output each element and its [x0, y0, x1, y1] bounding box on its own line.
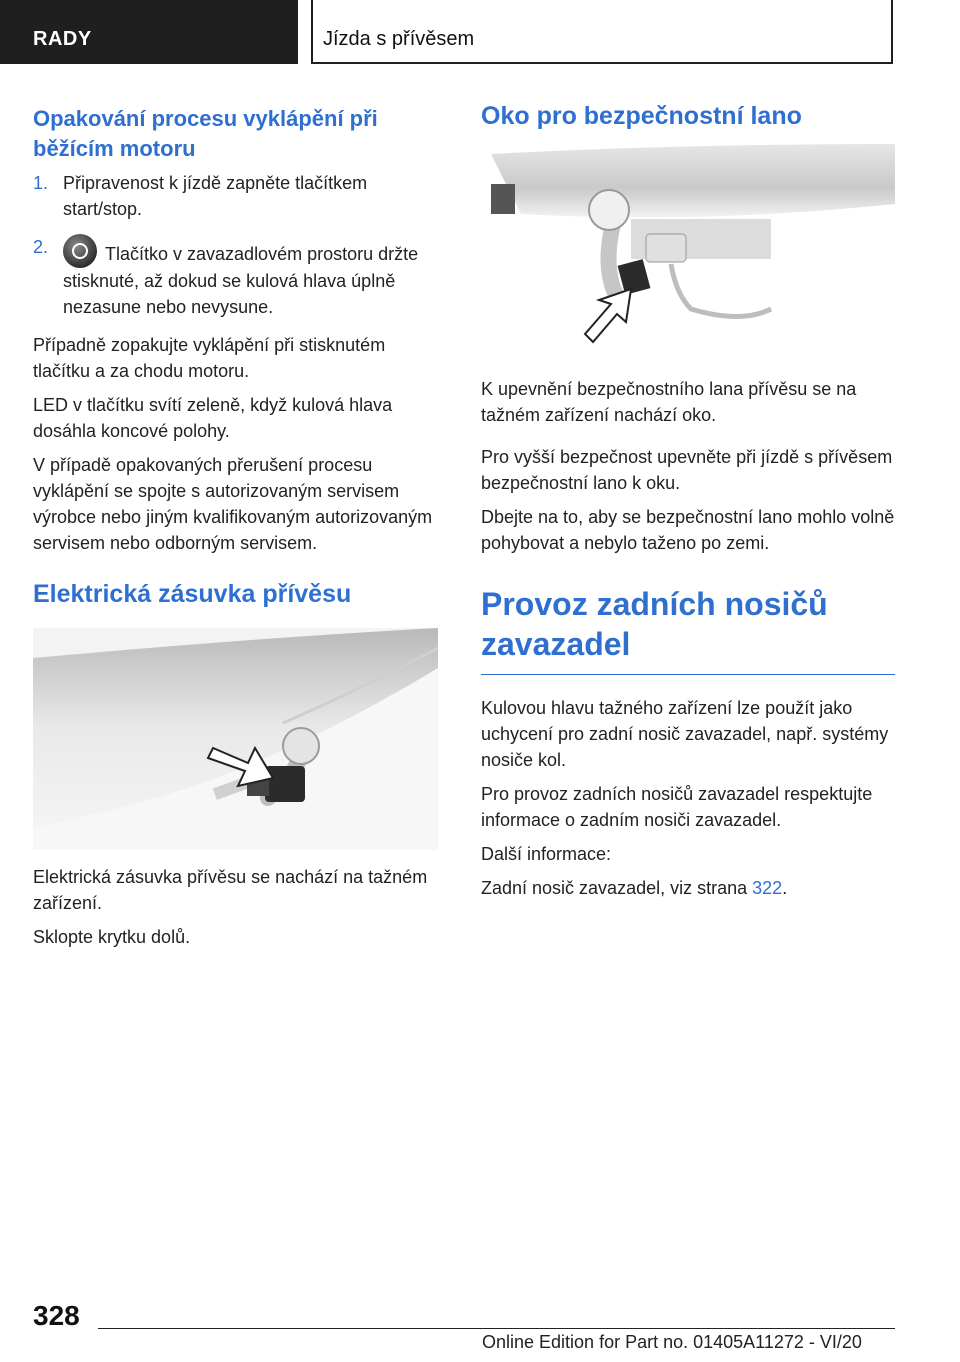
paragraph: Elektrická zásuvka přívěsu se nachází na tažném zařízení. [33, 867, 428, 913]
step-text: Tlačítko v zavazadlovém prostoru držte stisknuté, až dokud se kulová hlava úplně nezasune nebo nevysune. [63, 244, 419, 317]
paragraph: Další informace: [481, 844, 612, 864]
step-2 [33, 234, 445, 320]
header-section-tab [0, 0, 298, 64]
paragraph: V případě opakovaných přerušení procesu vyklápění se spojte s autorizovaným servisem výrobce nebo jiným kvalifikovaným autorizovaným servisem nebo odborným servisem. [33, 455, 433, 553]
footer-edition: Online Edition for Part no. 01405A11272 - VI/20 [482, 1332, 862, 1352]
step-text: Připravenost k jízdě zapněte tlačítkem start/stop. [63, 173, 368, 219]
heading-zasuvka: Elektrická zásuvka přívěsu [33, 580, 352, 608]
paragraph: Sklopte krytku dolů. [33, 927, 191, 947]
step-number: 1. [33, 173, 49, 193]
header-chapter-label: Jízda s přívěsem [323, 28, 475, 50]
paragraph: Pro provoz zadních nosičů zavazadel respektujte informace o zadním nosiči zavazadel. [481, 784, 873, 830]
trailer-socket-illustration [33, 628, 438, 850]
paragraph: Kulovou hlavu tažného zařízení lze použít jako uchycení pro zadní nosič zavazadel, např. systémy nosiče kol. [481, 698, 889, 770]
heading-opakovani: Opakování procesu vyklápění při běžícím motoru [33, 106, 378, 161]
heading-oko: Oko pro bezpečnostní lano [481, 102, 802, 130]
paragraph: LED v tlačítku svítí zeleně, když kulová hlava dosáhla koncové polohy. [33, 395, 393, 441]
paragraph: Případně zopakujte vyklápění při stisknutém tlačítku a za chodu motoru. [33, 335, 386, 381]
right-column [481, 100, 895, 909]
paragraph-reference [481, 875, 895, 901]
header-section-label: RADY [33, 28, 92, 50]
hitch-button-icon [63, 234, 97, 268]
step-1 [33, 170, 445, 222]
step-number: 2. [33, 237, 49, 257]
safety-cable-eye-illustration [481, 144, 895, 362]
page-number: 328 [33, 1300, 80, 1331]
paragraph: Pro vyšší bezpečnost upevněte při jízdě s přívěsem bezpečnostní lano k oku. [481, 447, 893, 493]
reference-text: Zadní nosič zavazadel, viz strana [481, 878, 753, 898]
reference-period: . [782, 878, 788, 898]
footer-divider [98, 1328, 895, 1329]
page-link-322[interactable]: 322 [752, 878, 783, 898]
left-column [33, 100, 445, 958]
paragraph: Dbejte na to, aby se bezpečnostní lano mohlo volně pohybovat a nebylo taženo po zemi. [481, 507, 895, 553]
paragraph: K upevnění bezpečnostního lana přívěsu se na tažném zařízení nachází oko. [481, 379, 857, 425]
header-chapter-tab [311, 0, 893, 64]
heading-provoz: Provoz zadních nosičů zavazadel [481, 584, 895, 675]
